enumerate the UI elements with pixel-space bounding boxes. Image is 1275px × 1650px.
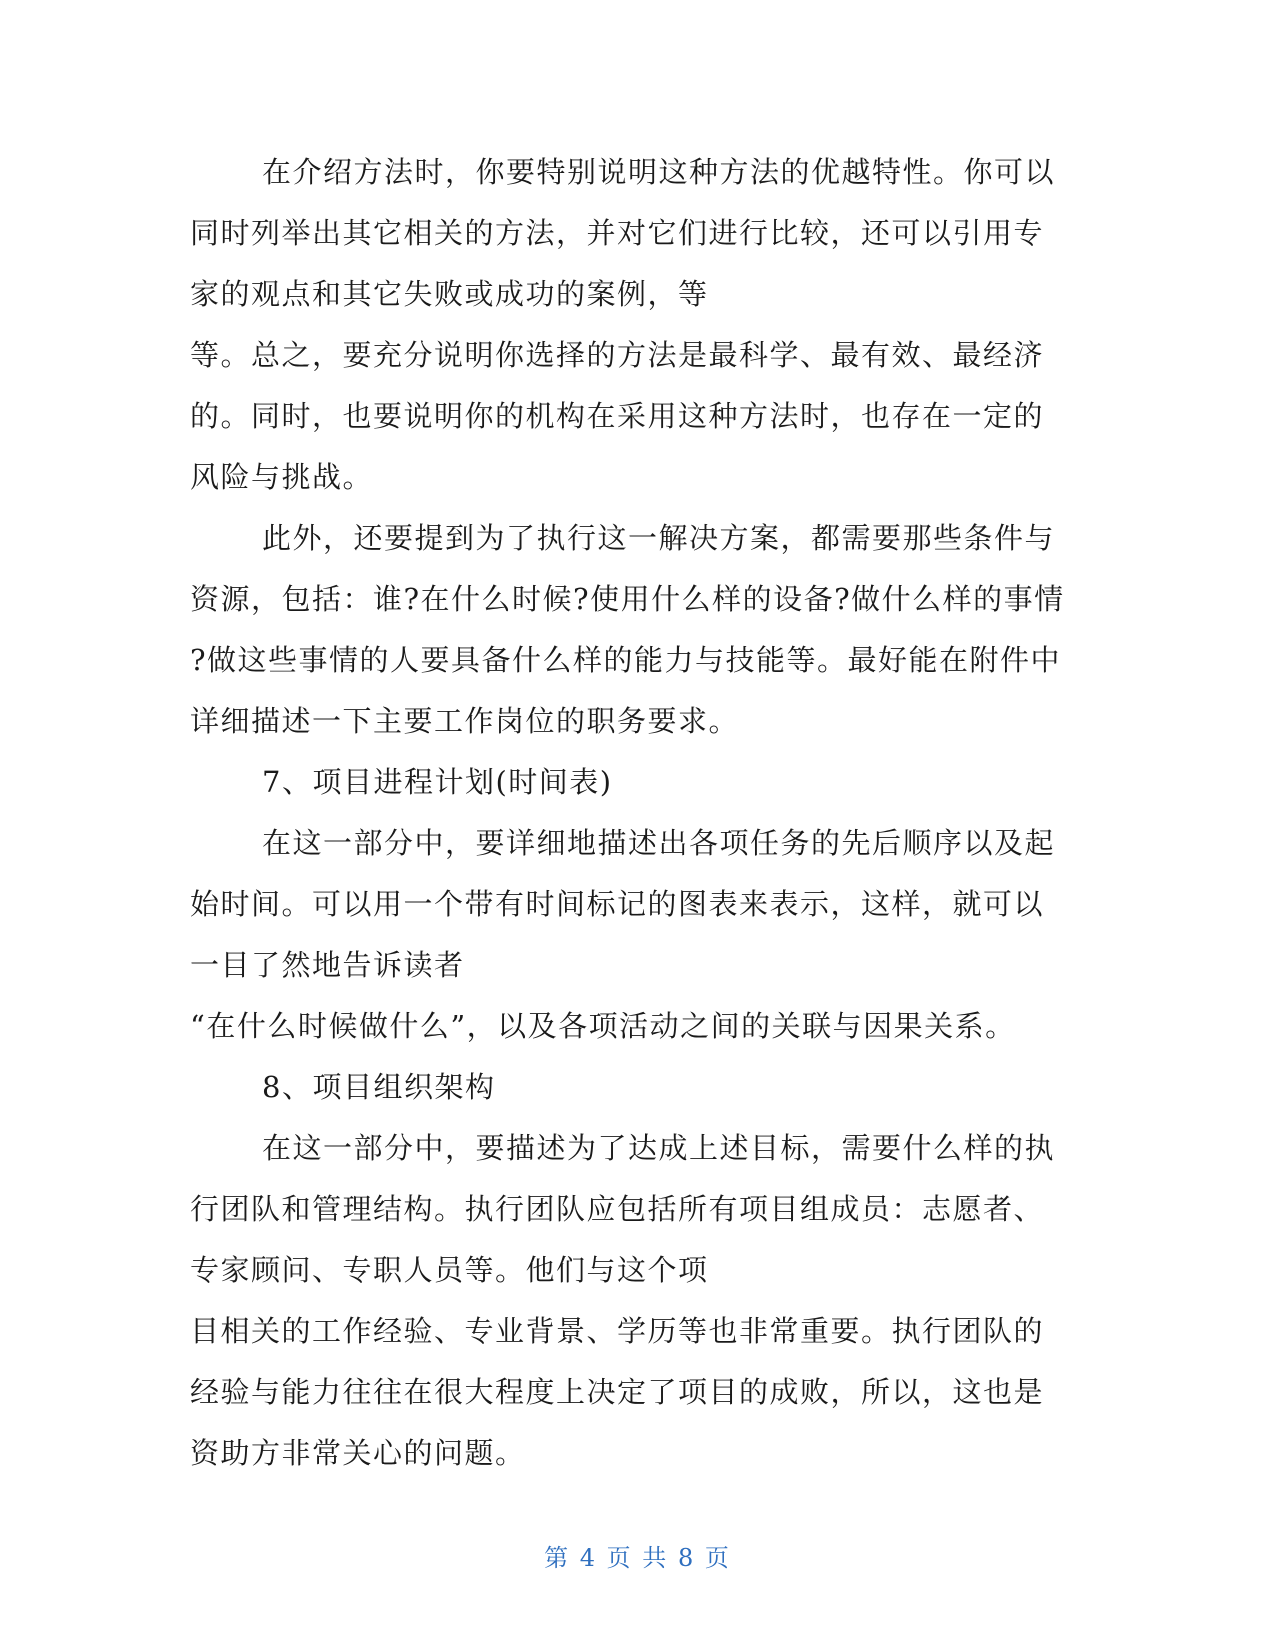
paragraph-line: 详细描述一下主要工作岗位的职务要求。 xyxy=(190,704,740,738)
page-number-footer: 第 4 页 共 8 页 xyxy=(544,1544,731,1572)
paragraph-line: ?做这些事情的人要具备什么样的能力与技能等。最好能在附件中 xyxy=(190,643,1062,677)
paragraph-line: 行团队和管理结构。执行团队应包括所有项目组成员：志愿者、 xyxy=(190,1192,1045,1226)
paragraph-line: 的。同时，也要说明你的机构在采用这种方法时，也存在一定的 xyxy=(190,399,1045,433)
paragraph-line: 在这一部分中，要描述为了达成上述目标，需要什么样的执 xyxy=(262,1131,1056,1165)
paragraph-line: 家的观点和其它失败或成功的案例，等 xyxy=(190,277,709,311)
paragraph-line: 风险与挑战。 xyxy=(190,460,374,494)
paragraph-line: 在介绍方法时，你要特别说明这种方法的优越特性。你可以 xyxy=(262,155,1056,189)
paragraph-line: 资助方非常关心的问题。 xyxy=(190,1436,526,1470)
paragraph-line: 资源，包括：谁?在什么时候?使用什么样的设备?做什么样的事情 xyxy=(190,582,1065,616)
paragraph-line: 一目了然地告诉读者 xyxy=(190,948,465,982)
paragraph-line: 始时间。可以用一个带有时间标记的图表来表示，这样，就可以 xyxy=(190,887,1045,921)
paragraph-line: 在这一部分中，要详细地描述出各项任务的先后顺序以及起 xyxy=(262,826,1056,860)
paragraph-line: 目相关的工作经验、专业背景、学历等也非常重要。执行团队的 xyxy=(190,1314,1045,1348)
paragraph-line: 经验与能力往往在很大程度上决定了项目的成败，所以，这也是 xyxy=(190,1375,1045,1409)
paragraph-line: “在什么时候做什么”，以及各项活动之间的关联与因果关系。 xyxy=(190,1009,1016,1043)
paragraph-line: 同时列举出其它相关的方法，并对它们进行比较，还可以引用专 xyxy=(190,216,1045,250)
paragraph-line: 此外，还要提到为了执行这一解决方案，都需要那些条件与 xyxy=(262,521,1056,555)
paragraph-line: 等。总之，要充分说明你选择的方法是最科学、最有效、最经济 xyxy=(190,338,1045,372)
section-heading: 8、项目组织架构 xyxy=(262,1070,496,1104)
section-heading: 7、项目进程计划(时间表) xyxy=(262,765,613,799)
document-body xyxy=(190,142,1070,1484)
paragraph-line: 专家顾问、专职人员等。他们与这个项 xyxy=(190,1253,709,1287)
